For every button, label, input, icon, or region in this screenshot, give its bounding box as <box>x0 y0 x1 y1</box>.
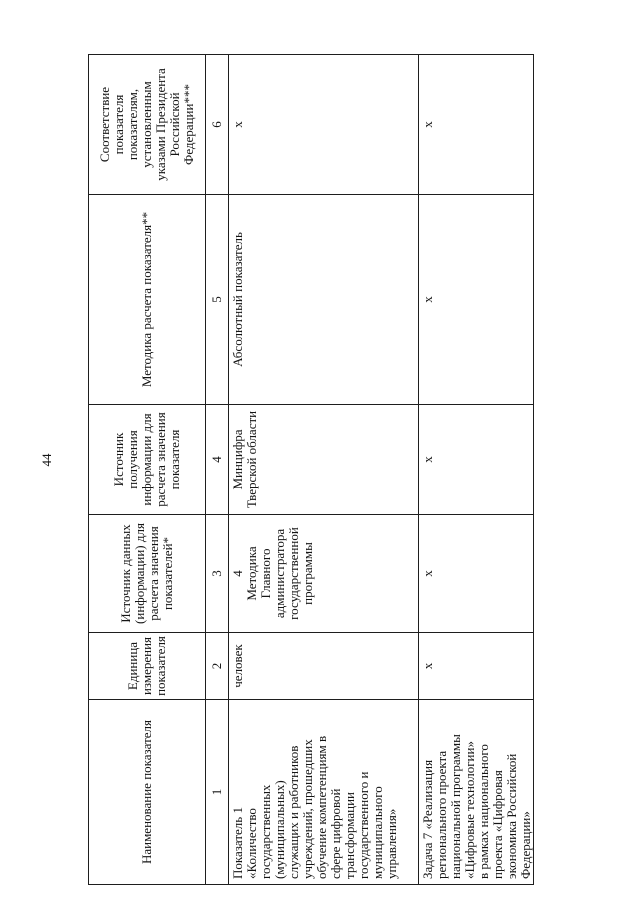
data-source-cell: x <box>419 515 534 633</box>
data-source-cell: 4 Методика Главного администратора государственной программы <box>229 515 419 633</box>
column-number-4: 4 <box>206 405 229 515</box>
header-row <box>89 55 206 885</box>
column-number-3: 3 <box>206 515 229 633</box>
column-number-6: 6 <box>206 55 229 195</box>
calculation-method-cell: x <box>419 195 534 405</box>
column-number-2: 2 <box>206 633 229 700</box>
column-number-row <box>206 55 229 885</box>
header-indicator-name: Наименование показателя <box>89 700 206 885</box>
indicator-name-cell: Показатель 1 «Количество государственных (муниципальных) служащих и работников учреждений, прошедших обучение компетенциям в сфере цифровой трансформации государственного и муниципального управления» <box>229 700 419 885</box>
table-row <box>229 55 419 885</box>
header-info-source: Источник получения информации для расчета значения показателя <box>89 405 206 515</box>
decree-correspondence-cell: x <box>229 55 419 195</box>
task-name-cell: Задача 7 «Реализация регионального проекта национальной программы «Цифровые технологии» в рамках национального проекта «Цифровая экономика Российской Федерации» <box>419 700 534 885</box>
indicator-table <box>88 54 534 885</box>
info-source-cell: Минцифра Тверской области <box>229 405 419 515</box>
info-source-cell: x <box>419 405 534 515</box>
table-row <box>419 55 534 885</box>
header-calculation-method: Методика расчета показателя** <box>89 195 206 405</box>
unit-cell: человек <box>229 633 419 700</box>
column-number-5: 5 <box>206 195 229 405</box>
page-number: 44 <box>39 453 54 467</box>
unit-cell: x <box>419 633 534 700</box>
decree-correspondence-cell: x <box>419 55 534 195</box>
header-presidential-decree-correspondence: Соответствие показателя показателям, установленным указами Президента Российской Федерации*** <box>89 55 206 195</box>
header-unit-of-measure: Единица измерения показателя <box>89 633 206 700</box>
column-number-1: 1 <box>206 700 229 885</box>
calculation-method-cell: Абсолютный показатель <box>229 195 419 405</box>
header-data-source: Источник данных (информации) для расчета значения показателей* <box>89 515 206 633</box>
